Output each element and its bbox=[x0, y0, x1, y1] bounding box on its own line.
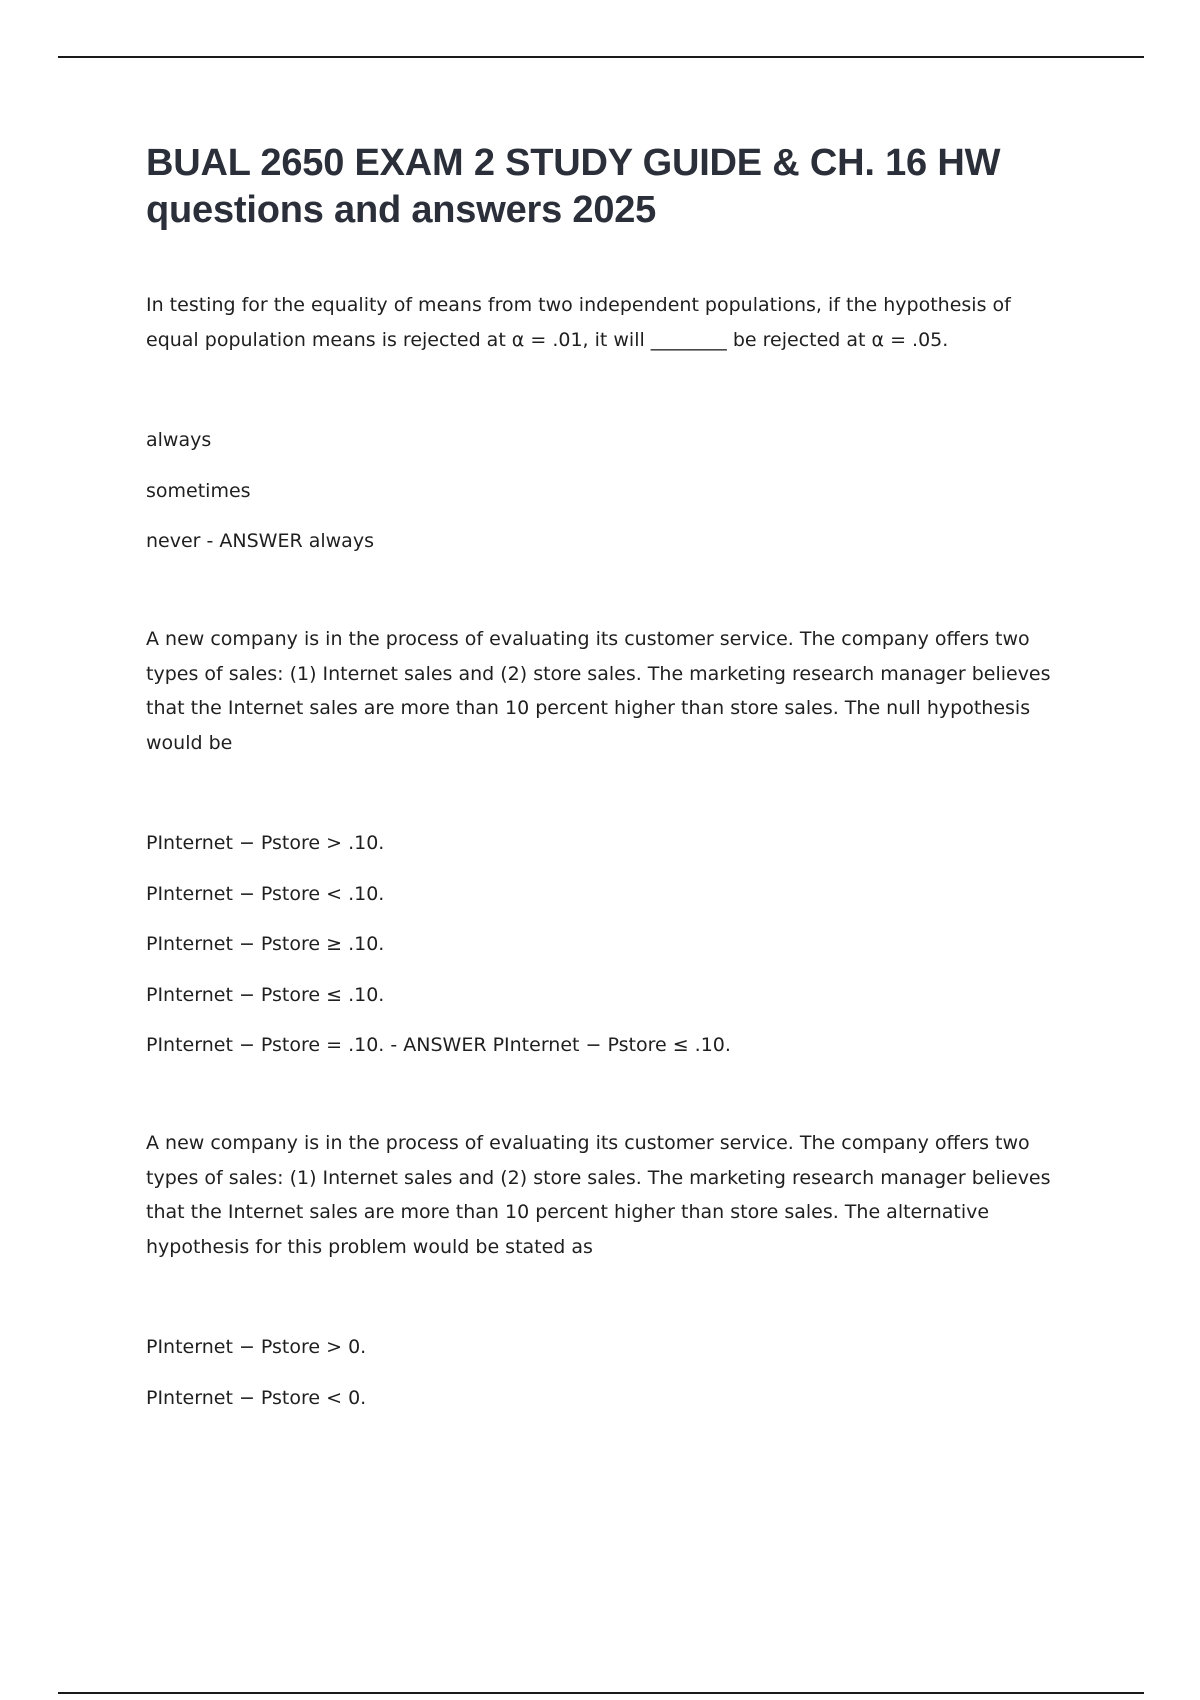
question-2-options bbox=[146, 826, 1066, 1062]
document-title: BUAL 2650 EXAM 2 STUDY GUIDE & CH. 16 HW questions and answers 2025 bbox=[146, 142, 1001, 231]
question-1-text: In testing for the equality of means from two independent populations, if the hypothesis of equal population means is rejected at α = .01, it will ________ be rejected at α = .05. bbox=[146, 294, 1011, 351]
top-rule bbox=[58, 56, 1144, 58]
question-2-option-1: PInternet − Pstore > .10. bbox=[146, 832, 385, 854]
question-2-text: A new company is in the process of evaluating its customer service. The company offers two types of sales: (1) Internet sales and (2) store sales. The marketing research manager believes that the Internet sales are more than 10 percent higher than store sales. The null hypothesis would be bbox=[146, 628, 1051, 754]
question-3-options bbox=[146, 1330, 1066, 1415]
question-1-option-1: always bbox=[146, 429, 212, 451]
question-1-options bbox=[146, 423, 1066, 558]
page-content bbox=[146, 140, 1066, 1431]
bottom-rule bbox=[58, 1692, 1144, 1694]
question-3-option-2: PInternet − Pstore < 0. bbox=[146, 1386, 367, 1409]
question-1-option-3: never - ANSWER always bbox=[146, 530, 374, 552]
question-3-option-1: PInternet − Pstore > 0. bbox=[146, 1336, 367, 1358]
question-2-option-4: PInternet − Pstore ≤ .10. bbox=[146, 983, 385, 1006]
question-1-option-2: sometimes bbox=[146, 479, 251, 502]
question-3-text: A new company is in the process of evaluating its customer service. The company offers two types of sales: (1) Internet sales and (2) store sales. The marketing research manager believes that the Internet sales are more than 10 percent higher than store sales. The alternative hypothesis for this problem would be stated as bbox=[146, 1132, 1051, 1258]
question-2-option-3: PInternet − Pstore ≥ .10. bbox=[146, 933, 385, 955]
question-2-option-2: PInternet − Pstore < .10. bbox=[146, 882, 385, 905]
question-2-option-5: PInternet − Pstore = .10. - ANSWER PInternet − Pstore ≤ .10. bbox=[146, 1034, 731, 1056]
